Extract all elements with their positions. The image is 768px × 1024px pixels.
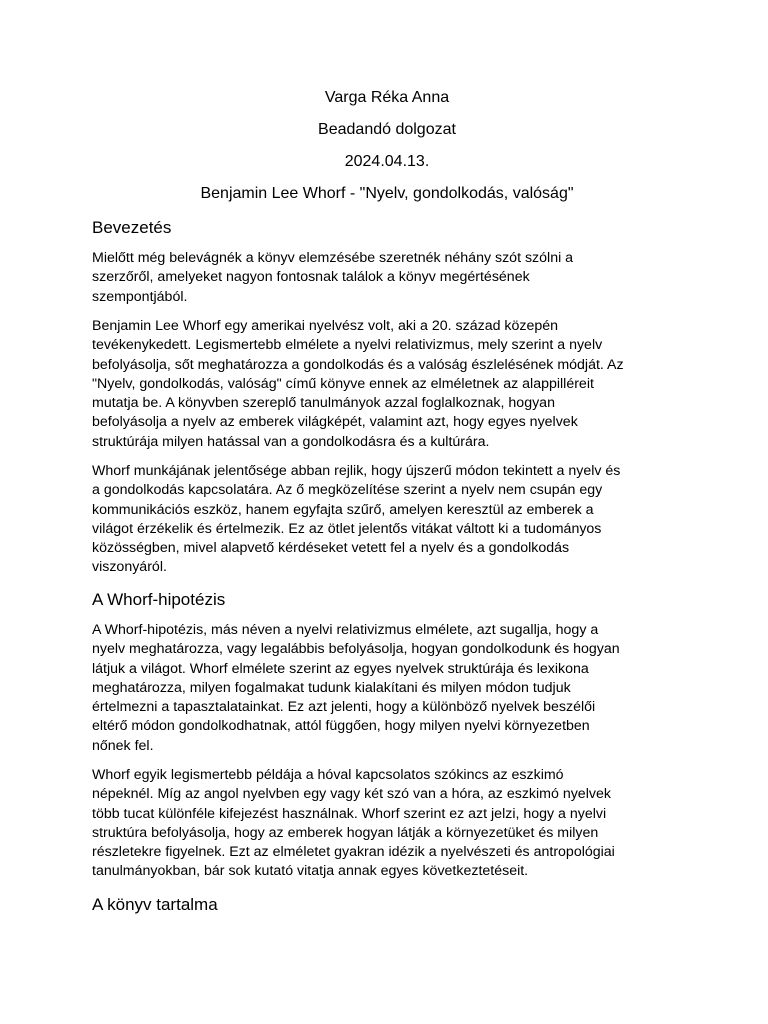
text-line: értelmezni a tapasztalatainkat. Ez azt jelenti, hogy a különböző nyelvek beszélői bbox=[92, 699, 596, 716]
text-line: befolyásolja a nyelv az emberek világképét, valamint azt, hogy egyes nyelvek bbox=[92, 414, 578, 431]
document-date: 2024.04.13. bbox=[344, 153, 430, 170]
text-line: nőnek fel. bbox=[92, 737, 154, 754]
text-line: világot érzékelik és értelmezik. Ez az ötlet jelentős vitákat váltott ki a tudományos bbox=[92, 520, 602, 537]
text-line: kommunikációs eszköz, hanem egyfajta szűrő, amelyen keresztül az emberek a bbox=[92, 501, 594, 518]
document-type: Beadandó dolgozat bbox=[318, 121, 456, 138]
text-line: Whorf egyik legismertebb példája a hóval kapcsolatos szókincs az eszkimó bbox=[92, 767, 564, 783]
paragraph bbox=[92, 249, 682, 307]
text-line: struktúrája milyen hatással van a gondolkodásra és a kultúrára. bbox=[92, 433, 490, 450]
text-line: szerzőről, amelyeket nagyon fontosnak találok a könyv megértésének bbox=[92, 269, 530, 286]
section-heading-whorf-hipotezis: A Whorf-hipotézis bbox=[92, 590, 226, 609]
text-line: mutatja be. A könyvben szereplő tanulmányok azzal foglalkoznak, hogyan bbox=[92, 395, 555, 412]
text-line: "Nyelv, gondolkodás, valóság" című könyve ennek az elméletnek az alappilléreit bbox=[92, 375, 594, 392]
document-title: Benjamin Lee Whorf - "Nyelv, gondolkodás, valóság" bbox=[200, 185, 574, 202]
text-line: Mielőtt még belevágnék a könyv elemzésébe szeretnék néhány szót szólni a bbox=[92, 250, 574, 266]
text-line: tanulmányokban, bár sok kutató vitatja annak egyes következtetéseit. bbox=[92, 863, 529, 880]
text-line: struktúra befolyásolja, hogy az emberek hogyan látják a környezetüket és milyen bbox=[92, 824, 599, 841]
text-line: befolyásolja, sőt meghatározza a gondolkodás és a valóság észlelésének módját. Az bbox=[92, 356, 624, 373]
text-line: szempontjából. bbox=[92, 288, 188, 305]
text-line: több tucat különféle kifejezést használnak. Whorf szerint ez azt jelzi, hogy a nyelvi bbox=[92, 805, 607, 822]
paragraph bbox=[92, 317, 682, 452]
text-line: látjuk a világot. Whorf elmélete szerint az egyes nyelvek struktúrája és lexikona bbox=[92, 660, 589, 677]
text-line: közösségben, mivel alapvető kérdéseket vetett fel a nyelv és a gondolkodás bbox=[92, 540, 570, 557]
paragraph bbox=[92, 621, 682, 756]
text-line: A Whorf-hipotézis, más néven a nyelvi relativizmus elmélete, azt sugallja, hogy a bbox=[92, 622, 599, 638]
text-line: népeknél. Míg az angol nyelvben egy vagy két szó van a hóra, az eszkimó nyelvek bbox=[92, 786, 611, 803]
text-line: Benjamin Lee Whorf egy amerikai nyelvész volt, aki a 20. század közepén bbox=[92, 318, 559, 334]
author-name: Varga Réka Anna bbox=[324, 89, 450, 106]
section-heading-konyv-tartalma: A könyv tartalma bbox=[92, 895, 218, 914]
text-line: viszonyáról. bbox=[92, 559, 167, 576]
text-line: meghatározza, milyen fogalmakat tudunk kialakítani és milyen módon tudjuk bbox=[92, 679, 571, 696]
section-heading-bevezetes: Bevezetés bbox=[92, 218, 172, 237]
text-line: a gondolkodás kapcsolatára. Az ő megközelítése szerint a nyelv nem csupán egy bbox=[92, 482, 603, 499]
paragraph bbox=[92, 766, 682, 882]
text-line: Whorf munkájának jelentősége abban rejlik, hogy újszerű módon tekintett a nyelv és bbox=[92, 463, 621, 479]
text-line: nyelv meghatározza, vagy legalábbis befolyásolja, hogyan gondolkodunk és hogyan bbox=[92, 641, 620, 658]
paragraph bbox=[92, 462, 682, 578]
text-line: eltérő módon gondolkodhatnak, attól függően, hogy milyen nyelvi környezetben bbox=[92, 718, 590, 735]
text-line: részletekre figyelnek. Ezt az elméletet gyakran idézik a nyelvészeti és antropológiai bbox=[92, 844, 615, 861]
text-line: tevékenykedett. Legismertebb elmélete a nyelvi relativizmus, mely szerint a nyelv bbox=[92, 337, 603, 354]
